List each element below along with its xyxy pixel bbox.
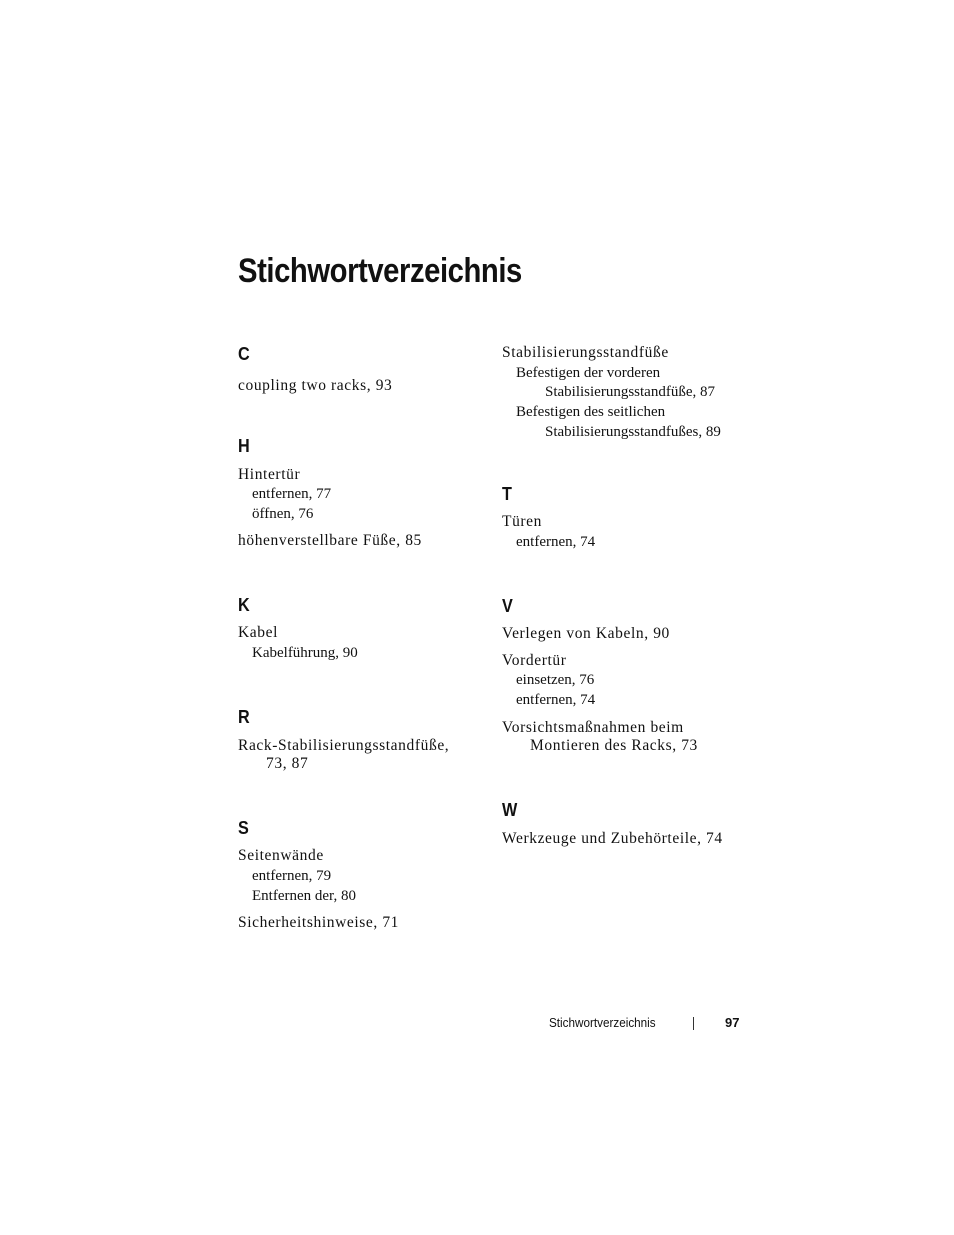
index-entry: Verlegen von Kabeln, 90 (502, 625, 670, 642)
section-letter: W (502, 800, 518, 820)
index-entry: höhenverstellbare Füße, 85 (238, 532, 422, 549)
index-entry: Stabilisierungsstandfüße (502, 344, 669, 361)
index-entry: Hintertür (238, 466, 301, 483)
index-subentry: entfernen, 74 (516, 692, 596, 708)
index-entry: Vordertür (502, 652, 567, 669)
index-entry: Türen (502, 513, 543, 530)
index-entry: coupling two racks, 93 (238, 377, 393, 394)
page-number: 97 (725, 1015, 740, 1030)
section-letter: R (238, 707, 250, 727)
index-subentry: Kabelführung, 90 (252, 645, 358, 661)
section-letter: T (502, 484, 512, 504)
section-letter: H (238, 436, 250, 456)
index-entry-continuation: Montieren des Racks, 73 (530, 737, 698, 754)
footer-separator (693, 1017, 694, 1030)
index-subentry: entfernen, 77 (252, 486, 332, 502)
index-subentry: einsetzen, 76 (516, 672, 595, 688)
index-subentry-continuation: Stabilisierungsstandfußes, 89 (545, 424, 721, 440)
index-entry: Rack-Stabilisierungsstandfüße, (238, 737, 450, 754)
index-entry: Vorsichtsmaßnahmen beim (502, 719, 684, 736)
index-entry-continuation: 73, 87 (266, 755, 309, 772)
index-entry: Seitenwände (238, 847, 324, 864)
index-subentry: Befestigen des seitlichen (516, 404, 666, 420)
index-entry: Kabel (238, 624, 279, 641)
index-entry: Sicherheitshinweise, 71 (238, 914, 400, 931)
index-subentry-continuation: Stabilisierungsstandfüße, 87 (545, 384, 715, 400)
page-title: Stichwortverzeichnis (238, 252, 522, 290)
index-entry: Werkzeuge und Zubehörteile, 74 (502, 830, 723, 847)
section-letter: C (238, 344, 250, 364)
section-letter: S (238, 818, 249, 838)
footer-label: Stichwortverzeichnis (549, 1015, 656, 1030)
index-subentry: öffnen, 76 (252, 506, 314, 522)
index-subentry: entfernen, 79 (252, 868, 332, 884)
index-subentry: entfernen, 74 (516, 534, 596, 550)
section-letter: V (502, 596, 513, 616)
section-letter: K (238, 595, 250, 615)
index-subentry: Entfernen der, 80 (252, 888, 356, 904)
index-subentry: Befestigen der vorderen (516, 365, 661, 381)
